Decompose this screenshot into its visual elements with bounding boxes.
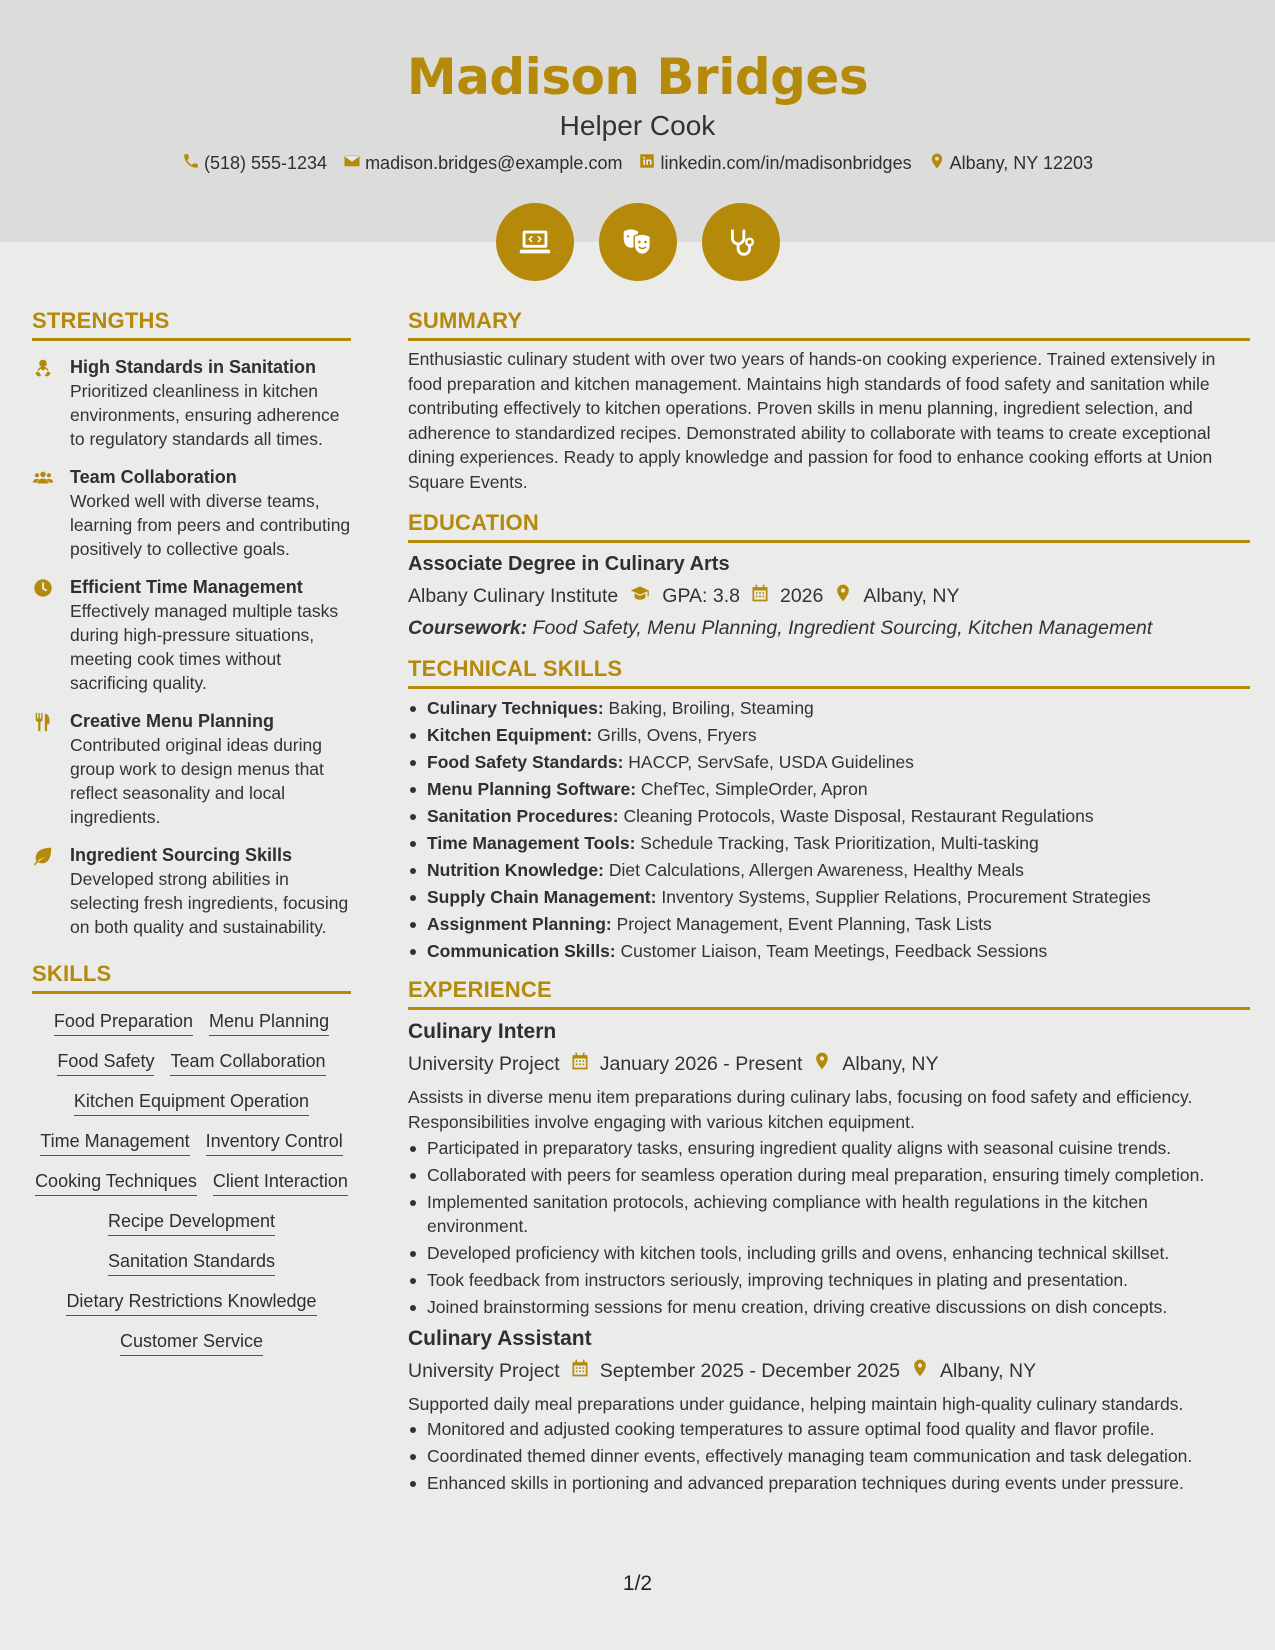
skill-tag: Inventory Control <box>206 1130 343 1156</box>
list-item: Coordinated themed dinner events, effectively managing team communication and task delegation. <box>408 1444 1250 1468</box>
skill-tag: Customer Service <box>120 1330 263 1356</box>
skills-heading: SKILLS <box>32 961 351 994</box>
strength-desc: Developed strong abilities in selecting fresh ingredients, focusing on both quality and sustainability. <box>70 869 349 937</box>
education-degree: Associate Degree in Culinary Arts <box>408 553 730 575</box>
interest-icons <box>0 203 1275 281</box>
list-item: Assignment Planning: Project Management, Event Planning, Task Lists <box>408 912 1250 936</box>
list-item: Monitored and adjusted cooking temperatures to assure optimal food quality and flavor profile. <box>408 1417 1250 1441</box>
left-column <box>32 308 351 1356</box>
summary-heading: SUMMARY <box>408 308 1250 341</box>
education-location: Albany, NY <box>863 584 960 607</box>
education-gpa: GPA: 3.8 <box>662 584 740 607</box>
strength-desc: Effectively managed multiple tasks during high-pressure situations, meeting cook times without sacrificing quality. <box>70 601 339 693</box>
list-item: Took feedback from instructors seriously, improving techniques in plating and presentation. <box>408 1268 1250 1292</box>
contact-email[interactable] <box>343 152 622 175</box>
job-location: Albany, NY <box>842 1052 939 1075</box>
utensils-icon <box>32 720 54 737</box>
list-item: Developed proficiency with kitchen tools, including grills and ovens, enhancing technical skillset. <box>408 1241 1250 1265</box>
education-year: 2026 <box>779 584 824 607</box>
skill-tag: Menu Planning <box>209 1010 329 1036</box>
contact-linkedin[interactable] <box>638 152 911 175</box>
strength-title: Creative Menu Planning <box>70 711 275 731</box>
strength-title: High Standards in Sanitation <box>70 357 317 377</box>
list-item: Sanitation Procedures: Cleaning Protocols, Waste Disposal, Restaurant Regulations <box>408 804 1250 828</box>
theater-masks-icon <box>599 203 677 281</box>
contact-location-text: Albany, NY 12203 <box>949 153 1094 173</box>
envelope-icon <box>343 152 361 175</box>
right-column <box>408 308 1250 1498</box>
list-item: Enhanced skills in portioning and advanced preparation techniques during events under pressure. <box>408 1471 1250 1495</box>
skill-tag: Client Interaction <box>213 1170 348 1196</box>
linkedin-icon <box>638 152 656 175</box>
list-item: Kitchen Equipment: Grills, Ovens, Fryers <box>408 723 1250 747</box>
strength-desc: Prioritized cleanliness in kitchen environments, ensuring adherence to regulatory standards all times. <box>70 381 340 449</box>
map-pin-icon <box>928 152 946 175</box>
job-meta <box>408 1358 1250 1384</box>
graduation-cap-icon <box>628 583 652 609</box>
experience-heading: EXPERIENCE <box>408 977 1250 1010</box>
list-item: Supply Chain Management: Inventory Systems, Supplier Relations, Procurement Strategies <box>408 885 1250 909</box>
clock-icon <box>32 586 54 603</box>
strength-title: Ingredient Sourcing Skills <box>70 845 293 865</box>
skill-tag: Dietary Restrictions Knowledge <box>66 1290 316 1316</box>
job-bullets <box>408 1417 1250 1495</box>
strengths-heading: STRENGTHS <box>32 308 351 341</box>
skills-list <box>32 1010 351 1356</box>
strength-desc: Worked well with diverse teams, learning from peers and contributing positively to collective goals. <box>70 491 351 559</box>
education-school: Albany Culinary Institute <box>408 584 619 607</box>
education-meta <box>408 583 1250 609</box>
job-bullets <box>408 1136 1250 1319</box>
users-icon <box>32 476 54 493</box>
job-summary: Supported daily meal preparations under guidance, helping maintain high-quality culinary standards. <box>408 1394 1184 1414</box>
job-title: Culinary Intern <box>408 1020 557 1043</box>
list-item: Culinary Techniques: Baking, Broiling, Steaming <box>408 696 1250 720</box>
strength-item <box>32 843 351 939</box>
contact-linkedin-text: linkedin.com/in/madisonbridges <box>660 153 912 173</box>
technical-skills-heading: TECHNICAL SKILLS <box>408 656 1250 689</box>
summary-text: Enthusiastic culinary student with over two years of hands-on cooking experience. Trained extensively in food preparation and kitchen management. Maintains high standards of food safety and sanitation while contributing effectively to kitchen operations. Proven skills in menu planning, ingredient selection, and adherence to standardized recipes. Demonstrated ability to collaborate with teams to create exceptional dining experiences. Ready to apply knowledge and passion for food to enhance cooking efforts at Union Square Events. <box>408 349 1216 492</box>
strength-title: Team Collaboration <box>70 467 237 487</box>
calendar-icon <box>570 1051 590 1077</box>
strength-desc: Contributed original ideas during group work to design menus that reflect seasonality and local ingredients. <box>70 735 324 827</box>
skill-tag: Cooking Techniques <box>35 1170 197 1196</box>
education-coursework <box>408 617 1250 640</box>
skill-tag: Food Safety <box>57 1050 154 1076</box>
page-number: 1/2 <box>622 1572 653 1595</box>
laptop-code-icon <box>496 203 574 281</box>
job-title: Culinary Assistant <box>408 1327 592 1350</box>
list-item: Communication Skills: Customer Liaison, Team Meetings, Feedback Sessions <box>408 939 1250 963</box>
strength-title: Efficient Time Management <box>70 577 303 597</box>
contact-phone[interactable] <box>182 152 327 175</box>
skill-tag: Team Collaboration <box>170 1050 325 1076</box>
skill-tag: Kitchen Equipment Operation <box>74 1090 309 1116</box>
technical-skills-list <box>408 696 1250 963</box>
job-org: University Project <box>408 1359 560 1382</box>
strength-item <box>32 465 351 561</box>
job-dates: September 2025 - December 2025 <box>599 1359 900 1382</box>
job-org: University Project <box>408 1052 560 1075</box>
candidate-role: Helper Cook <box>559 110 716 141</box>
list-item: Participated in preparatory tasks, ensuring ingredient quality aligns with seasonal cuisine trends. <box>408 1136 1250 1160</box>
skill-tag: Food Preparation <box>54 1010 193 1036</box>
list-item: Implemented sanitation protocols, achieving compliance with health regulations in the kitchen environment. <box>408 1190 1250 1238</box>
phone-icon <box>182 152 200 175</box>
map-pin-icon <box>833 583 853 609</box>
list-item: Nutrition Knowledge: Diet Calculations, Allergen Awareness, Healthy Meals <box>408 858 1250 882</box>
list-item: Time Management Tools: Schedule Tracking, Task Prioritization, Multi-tasking <box>408 831 1250 855</box>
coursework-text: Food Safety, Menu Planning, Ingredient Sourcing, Kitchen Management <box>532 617 1153 639</box>
strength-item <box>32 355 351 451</box>
job-meta <box>408 1051 1250 1077</box>
leaf-icon <box>32 854 54 871</box>
skill-tag: Recipe Development <box>108 1210 275 1236</box>
candidate-name: Madison Bridges <box>406 48 869 106</box>
contact-bar <box>0 152 1275 175</box>
job-summary: Assists in diverse menu item preparations during culinary labs, focusing on food safety and efficiency. Responsibilities involve engaging with various kitchen equipment. <box>408 1087 1193 1132</box>
map-pin-icon <box>910 1358 930 1384</box>
job-location: Albany, NY <box>939 1359 1037 1382</box>
list-item: Joined brainstorming sessions for menu creation, driving creative discussions on dish concepts. <box>408 1295 1250 1319</box>
education-heading: EDUCATION <box>408 510 1250 543</box>
contact-email-text: madison.bridges@example.com <box>365 153 623 173</box>
skill-tag: Sanitation Standards <box>108 1250 275 1276</box>
stethoscope-icon <box>702 203 780 281</box>
contact-location <box>928 152 1093 175</box>
calendar-icon <box>750 583 770 609</box>
skill-tag: Time Management <box>40 1130 189 1156</box>
coursework-label: Coursework: <box>408 617 528 639</box>
strength-item <box>32 575 351 695</box>
contact-phone-text: (518) 555-1234 <box>203 153 328 173</box>
job-dates: January 2026 - Present <box>599 1052 803 1075</box>
list-item: Food Safety Standards: HACCP, ServSafe, USDA Guidelines <box>408 750 1250 774</box>
strength-item <box>32 709 351 829</box>
calendar-icon <box>570 1358 590 1384</box>
list-item: Menu Planning Software: ChefTec, SimpleOrder, Apron <box>408 777 1250 801</box>
map-pin-icon <box>812 1051 832 1077</box>
list-item: Collaborated with peers for seamless operation during meal preparation, ensuring timely completion. <box>408 1163 1250 1187</box>
biohazard-icon <box>32 366 54 383</box>
